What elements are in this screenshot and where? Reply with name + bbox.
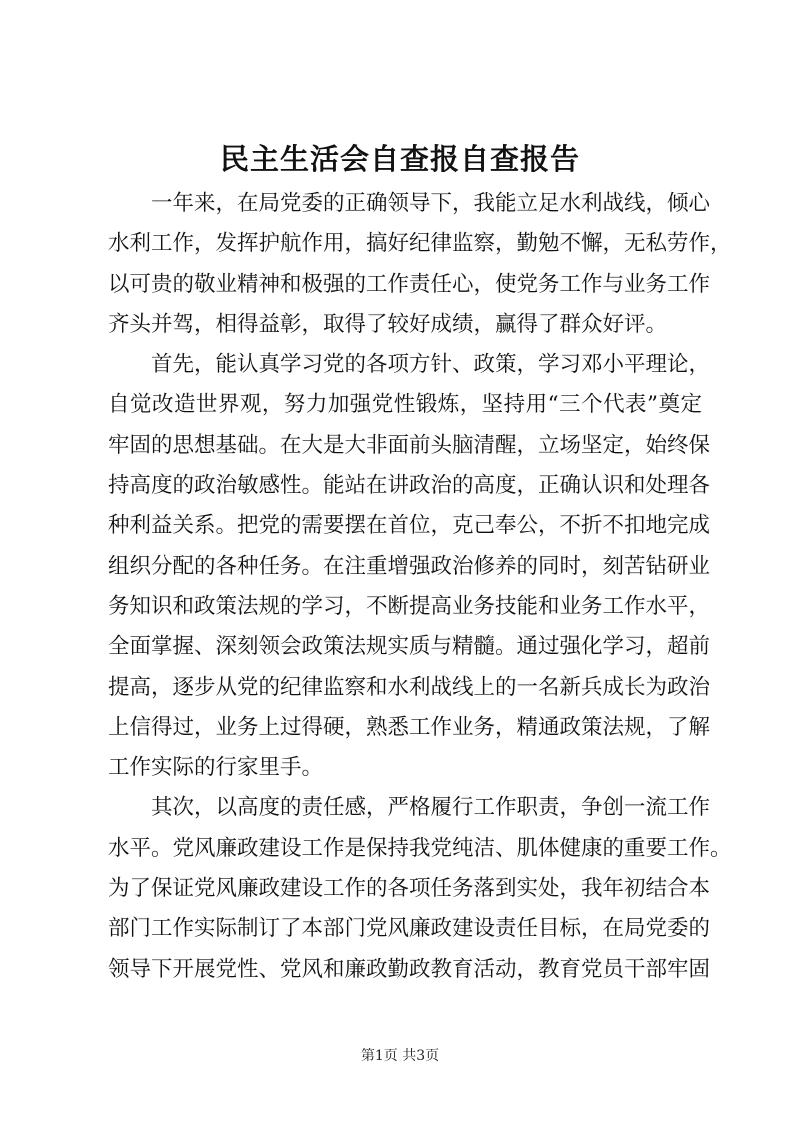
paragraph-line: 牢固的思想基础。在大是大非面前头脑清醒，立场坚定，始终保 bbox=[108, 432, 711, 458]
paragraph-line: 为了保证党风廉政建设工作的各项任务落到实处，我年初结合本 bbox=[108, 876, 711, 902]
document-title: 民主生活会自查报自查报告 bbox=[219, 142, 580, 176]
paragraph-line: 工作实际的行家里手。 bbox=[108, 755, 324, 781]
paragraph-2 bbox=[108, 345, 711, 788]
paragraph-line: 领导下开展党性、党风和廉政勤政教育活动，教育党员干部牢固 bbox=[108, 956, 711, 982]
paragraph-line: 提高，逐步从党的纪律监察和水利战线上的一名新兵成长为政治 bbox=[108, 674, 711, 700]
paragraph-line: 以可贵的敬业精神和极强的工作责任心，使党务工作与业务工作 bbox=[108, 271, 711, 297]
paragraph-line: 自觉改造世界观，努力加强党性锻炼，坚持用“三个代表”奠定 bbox=[108, 392, 702, 418]
paragraph-line: 水平。党风廉政建设工作是保持我党纯洁、肌体健康的重要工作。 bbox=[108, 835, 732, 861]
paragraph-line: 组织分配的各种任务。在注重增强政治修养的同时，刻苦钻研业 bbox=[108, 553, 711, 579]
paragraph-3 bbox=[108, 788, 732, 989]
paragraph-line: 一年来，在局党委的正确领导下，我能立足水利战线，倾心 bbox=[151, 191, 711, 216]
paragraph-line: 种利益关系。把党的需要摆在首位，克己奉公，不折不扣地完成 bbox=[108, 513, 711, 539]
paragraph-line: 务知识和政策法规的学习，不断提高业务技能和业务工作水平， bbox=[108, 593, 711, 619]
paragraph-line: 部门工作实际制订了本部门党风廉政建设责任目标，在局党委的 bbox=[108, 916, 711, 942]
paragraph-line: 持高度的政治敏感性。能站在讲政治的高度，正确认识和处理各 bbox=[108, 473, 711, 499]
paragraph-line: 全面掌握、深刻领会政策法规实质与精髓。通过强化学习，超前 bbox=[108, 634, 711, 660]
paragraph-line: 其次，以高度的责任感，严格履行工作职责，争创一流工作 bbox=[151, 795, 711, 821]
paragraph-line: 水利工作，发挥护航作用，搞好纪律监察，勤勉不懈，无私劳作， bbox=[108, 231, 732, 257]
page-footer: 第1页 共3页 bbox=[360, 1048, 440, 1064]
paragraph-line: 首先，能认真学习党的各项方针、政策，学习邓小平理论， bbox=[151, 352, 711, 378]
paragraph-line: 上信得过，业务上过得硬，熟悉工作业务，精通政策法规，了解 bbox=[108, 714, 711, 740]
paragraph-1 bbox=[108, 184, 732, 345]
paragraph-line: 齐头并驾，相得益彰，取得了较好成绩，赢得了群众好评。 bbox=[108, 311, 668, 337]
document-body bbox=[108, 184, 732, 990]
